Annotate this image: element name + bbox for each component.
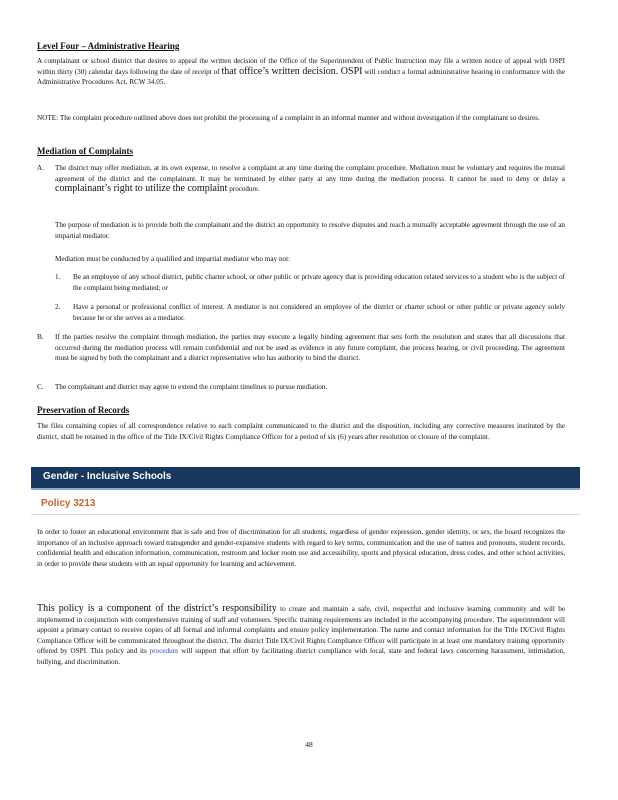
policy-number: Policy 3213 [41, 498, 96, 509]
item-a-emphasis: complainant’s right to utilize the complaint [55, 183, 228, 195]
mediation-item-a [37, 163, 565, 195]
level-four-text-2: will conduct a formal administrative hearing in conformance with the Administrative Procedures Act, RCW 34.05. [37, 67, 566, 87]
policy-divider [31, 514, 580, 515]
sub-2-text: Have a personal or professional conflict of interest. A mediator is not considered an employee of the district or charter school or other public or private agency solely because he or she serves as a mediator. [73, 303, 565, 322]
mediation-item-b [37, 332, 565, 364]
item-c-text: The complainant and district may agree to extend the complaint timelines to pursue mediation. [55, 383, 328, 391]
page-number: 48 [305, 740, 313, 749]
mediator-condition-2 [55, 302, 565, 323]
procedure-link[interactable]: procedure [149, 647, 179, 656]
level-four-emphasis: that office’s written decision. OSPI [221, 65, 363, 77]
item-b-text: If the parties resolve the complaint through mediation, the parties may execute a legally binding agreement that sets forth the resolution and states that all discussions that occurred during the mediation process will remain confidential and not be used as evidence in any future complaint, due process hearing, or civil proceeding. The agreement must be signed by both the complainant and a district representative who has authority to bind the district. [55, 333, 565, 363]
note-paragraph: NOTE: The complaint procedure outlined above does not prohibit the processing of a complaint in an informal manner and without investigation if the complainant so desires. [37, 114, 540, 122]
item-a-paragraph [55, 163, 565, 195]
section-banner [31, 467, 580, 490]
item-c-label: C. [37, 383, 44, 391]
policy-paragraph-1: In order to foster an educational environment that is safe and free of discrimination for all students, regardless of gender expression, gender identity, or sex, the board recognizes the importance of an inclusive approach toward transgender and gender-expansive students with regard to key terms, communication and the use of names and pronouns, student records, confidential health and education information, communication, restroom and locker room use and accessibility, sports and physical education, dress codes, and other school activities, in order to provide these students with an equal opportunity for learning and achievement. [37, 528, 565, 568]
item-a-end: procedure. [229, 185, 260, 194]
level-four-heading: Level Four – Administrative Hearing [37, 41, 180, 51]
sub-2-label: 2. [55, 303, 61, 311]
preservation-paragraph: The files containing copies of all correspondence relative to each complaint communicated to the district and the disposition, including any corrective measures instituted by the district, shall be retained in the office of the Title IX/Civil Rights Compliance Officer for a period of six (6) years after resolution or closure of the complaint. [37, 422, 565, 441]
policy-paragraph-2 [37, 604, 565, 668]
policy-text-b: will support that effort by facilitating district compliance with local, state and federal laws concerning harassment, intimidation, bullying, and discrimination. [37, 647, 566, 666]
mediation-heading: Mediation of Complaints [37, 146, 134, 156]
sub-1-label: 1. [55, 273, 61, 281]
item-a-label: A. [37, 164, 44, 172]
mediator-condition-1 [55, 272, 565, 293]
banner-title: Gender - Inclusive Schools [43, 471, 172, 482]
policy-text-a: to create and maintain a safe, civil, respectful and inclusive learning community and will be implemented in conjunction with comprehensive training of staff and volunteers. Specific training requirements are included in the accompanying procedure. The superintendent will appoint a primary contact to receive copies of all formal and informal complaints and ensure policy implementation. The name and contact information for the Title IX/Civil Rights Compliance Officer will be communicated throughout the district. The district Title IX/Civil Rights Compliance Officer will participate in at least one mandatory training opportunity offered by OSPI. This policy and its [37, 605, 566, 656]
item-b-label: B. [37, 333, 44, 341]
sub-1-text: Be an employee of any school district, public charter school, or other public or private agency that is providing education related services to a student who is the subject of the complaint being mediated; or [73, 273, 565, 292]
policy-emphasis: This policy is a component of the district’s responsibility [37, 603, 277, 614]
mediator-intro: Mediation must be conducted by a qualified and impartial mediator who may not: [55, 255, 291, 263]
preservation-heading: Preservation of Records [37, 405, 130, 415]
item-a-text: The district may offer mediation, at its own expense, to resolve a complaint at any time during the complaint procedure. Mediation must be voluntary and requires the mutual agreement of the district and the complainant. It may be terminated by either party at any time during the mediation process. It cannot be used to deny or delay a [55, 164, 565, 183]
level-four-paragraph [37, 56, 565, 88]
mediation-purpose: The purpose of mediation is to provide both the complainant and the district an opportunity to resolve disputes and reach a mutually acceptable agreement through the use of an impartial mediator. [55, 221, 565, 240]
level-four-text-1: A complainant or school district that desires to appeal the written decision of the Office of the Superintendent of Public Instruction may file a written notice of appeal with OSPI within thirty (30) calendar days following the date of receipt of [37, 57, 565, 76]
mediation-item-c [37, 382, 565, 393]
